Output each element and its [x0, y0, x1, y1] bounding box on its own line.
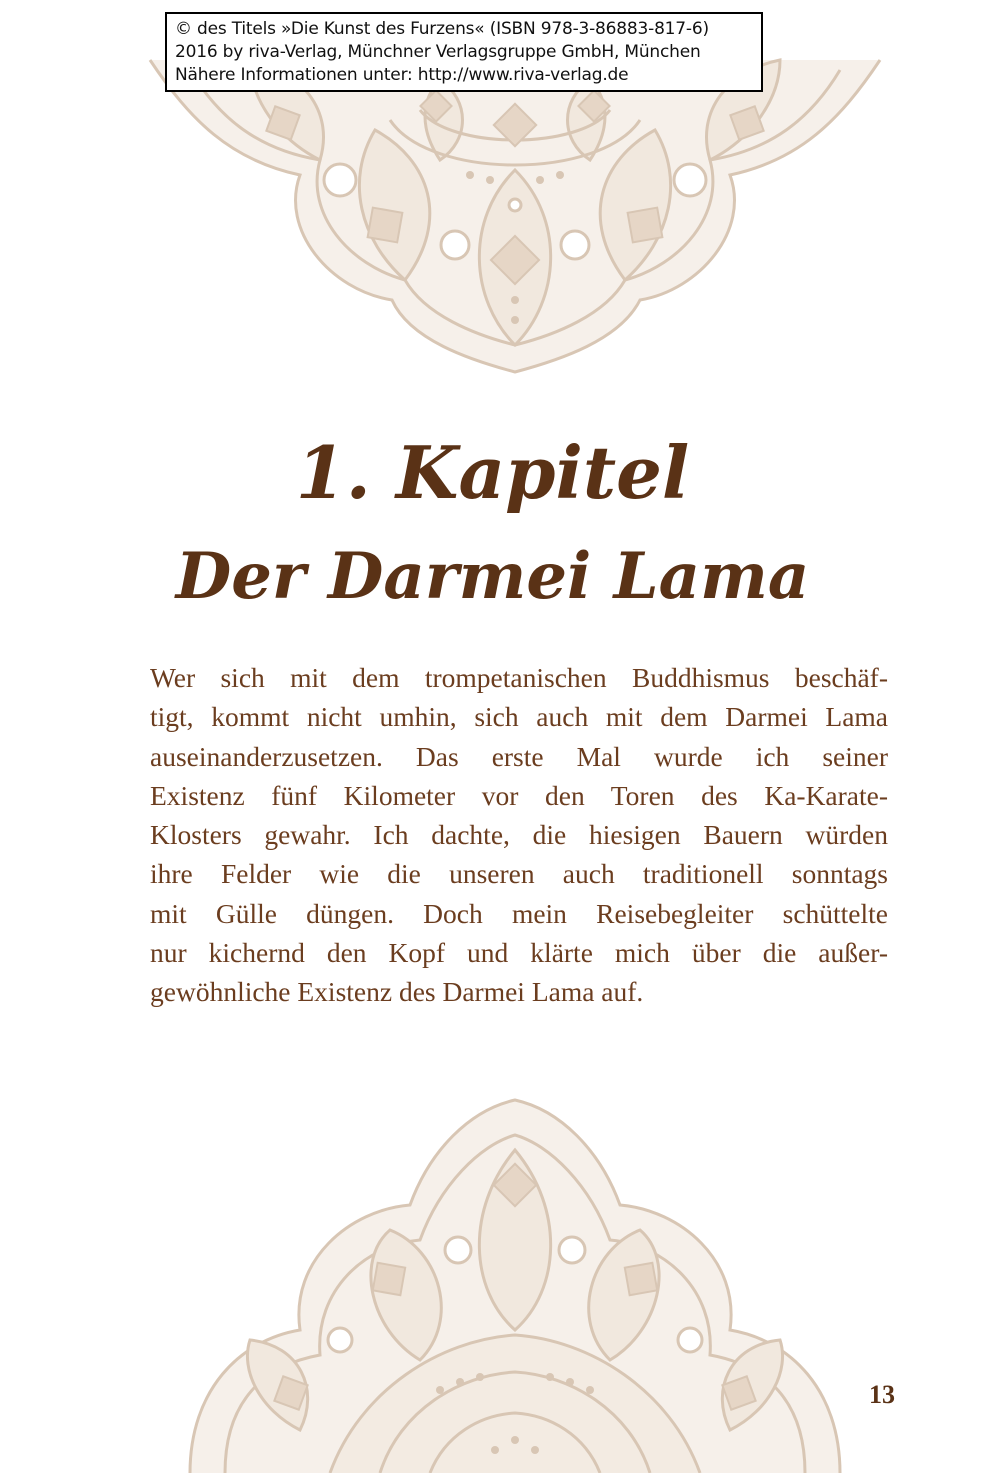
body-paragraph: [150, 658, 888, 1012]
body-line: auseinanderzusetzen. Das erste Mal wurde ich seiner: [150, 740, 888, 772]
body-line: Wer sich mit dem trompetanischen Buddhismus beschäf-: [150, 662, 888, 693]
page-number: 13: [869, 1380, 895, 1409]
body-line: Klosters gewahr. Ich dachte, die hiesigen Bauern würden: [150, 819, 888, 851]
body-line: tigt, kommt nicht umhin, sich auch mit dem Darmei Lama: [150, 701, 888, 733]
body-line: gewöhnliche Existenz des Darmei Lama auf.: [150, 976, 644, 1008]
chapter-title: Der Darmei Lama: [175, 539, 810, 614]
copyright-line-2: 2016 by riva-Verlag, Münchner Verlagsgruppe GmbH, München: [175, 42, 701, 62]
body-line: nur kichernd den Kopf und klärte mich über die außer-: [150, 937, 888, 969]
mandala-bottom-ornament: [0, 1090, 985, 1473]
copyright-notice: [165, 12, 763, 92]
copyright-line-1: © des Titels »Die Kunst des Furzens« (ISBN 978-3-86883-817-6): [175, 19, 709, 39]
chapter-number: 1. Kapitel: [295, 430, 690, 515]
copyright-line-3: Nähere Informationen unter: http://www.riva-verlag.de: [175, 65, 629, 85]
body-line: mit Gülle düngen. Doch mein Reisebegleiter schüttelte: [150, 897, 888, 929]
body-line: ihre Felder wie die unseren auch traditionell sonntags: [150, 858, 888, 890]
body-line: Existenz fünf Kilometer vor den Toren des Ka-Karate-: [150, 779, 888, 811]
